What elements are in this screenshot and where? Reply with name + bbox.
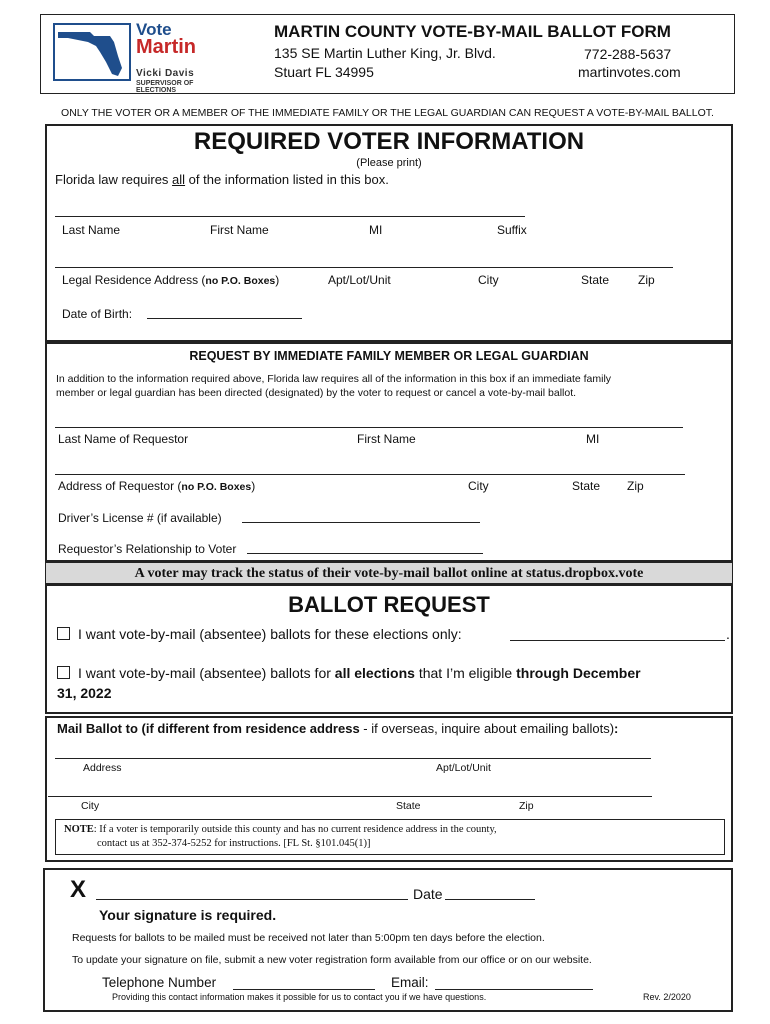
- requestor-city-label: City: [468, 479, 489, 493]
- mail-address-label: Address: [83, 762, 122, 774]
- residence-address-line[interactable]: [55, 267, 673, 268]
- last-name-label: Last Name: [62, 223, 121, 237]
- dob-label: Date of Birth:: [62, 307, 133, 321]
- requestor-state-label: State: [572, 479, 601, 493]
- state-label: State: [581, 273, 610, 287]
- dob-field[interactable]: [147, 318, 302, 319]
- overseas-note: NOTE: If a voter is temporarily outside this county and has no current residence address in the county, contact us at 352-374-5252 for instructions. [FL St. §101.045(1)]: [55, 819, 725, 855]
- suffix-label: Suffix: [497, 223, 527, 237]
- tracking-banner: A voter may track the status of their vote-by-mail ballot online at status.dropbox.vote: [45, 562, 733, 584]
- option-specific-elections[interactable]: I want vote-by-mail (absentee) ballots for these elections only:: [57, 626, 462, 642]
- mail-city-label: City: [81, 800, 100, 812]
- requestor-desc-line1: In addition to the information required above, Florida law requires all of the information in this box if an immediate family: [56, 373, 612, 385]
- residence-address-label: Legal Residence Address (no P.O. Boxes): [62, 273, 280, 287]
- voter-info-subtitle: (Please print): [356, 157, 422, 169]
- zip-label: Zip: [638, 273, 655, 287]
- mail-state-label: State: [396, 800, 421, 812]
- telephone-label: Telephone Number: [102, 975, 217, 990]
- voter-info-title: REQUIRED VOTER INFORMATION: [193, 128, 585, 155]
- mail-zip-label: Zip: [519, 800, 534, 812]
- apt-label: Apt/Lot/Unit: [328, 273, 391, 287]
- ballot-request-title: BALLOT REQUEST: [288, 592, 490, 617]
- signature-x-mark: X: [70, 876, 87, 903]
- mail-to-title: Mail Ballot to (if different from residence address - if overseas, inquire about emailing ballots):: [57, 721, 619, 736]
- supervisor-name: Vicki Davis: [136, 68, 195, 79]
- relationship-field[interactable]: [247, 553, 483, 554]
- requestor-desc-line2: member or legal guardian has been directed (designated) by the voter to request or cancel a vote-by-mail ballot.: [56, 387, 577, 399]
- all-elections-date: 31, 2022: [57, 685, 112, 701]
- requestor-mi-label: MI: [586, 432, 600, 446]
- requestor-title: REQUEST BY IMMEDIATE FAMILY MEMBER OR LEGAL GUARDIAN: [189, 349, 589, 363]
- voter-name-line[interactable]: [55, 216, 525, 217]
- logo-vote-text: Vote: [136, 20, 172, 39]
- requestor-last-name-label: Last Name of Requestor: [58, 432, 189, 446]
- date-field[interactable]: [445, 899, 535, 900]
- logo-martin-text: Martin: [136, 36, 196, 58]
- mail-address-line[interactable]: [55, 758, 651, 759]
- revision-date: Rev. 2/2020: [643, 992, 691, 1002]
- mail-city-line[interactable]: [48, 796, 652, 797]
- telephone-field[interactable]: [233, 989, 375, 990]
- requestor-first-name-label: First Name: [357, 432, 416, 446]
- option-all-elections[interactable]: I want vote-by-mail (absentee) ballots for all elections that I’m eligible through December: [57, 665, 641, 681]
- requestor-name-line[interactable]: [55, 427, 683, 428]
- mail-apt-label: Apt/Lot/Unit: [436, 762, 491, 774]
- email-field[interactable]: [435, 989, 593, 990]
- office-address-line2: Stuart FL 34995: [274, 64, 374, 80]
- requestor-zip-label: Zip: [627, 479, 644, 493]
- update-signature-text: To update your signature on file, submit a new voter registration form available from our office or on our website.: [72, 954, 592, 966]
- specific-elections-field[interactable]: [510, 640, 725, 641]
- voter-info-law-text: Florida law requires all of the information listed in this box.: [55, 172, 389, 187]
- deadline-text: Requests for ballots to be mailed must be received not later than 5:00pm ten days before the election.: [72, 932, 545, 944]
- office-website[interactable]: martinvotes.com: [578, 64, 681, 80]
- supervisor-title: SUPERVISOR OF ELECTIONS: [136, 80, 194, 94]
- signature-field[interactable]: [96, 899, 408, 900]
- office-phone: 772-288-5637: [584, 46, 672, 62]
- requestor-address-line[interactable]: [55, 474, 685, 475]
- eligibility-notice: ONLY THE VOTER OR A MEMBER OF THE IMMEDIATE FAMILY OR THE LEGAL GUARDIAN CAN REQUEST A VOTE-BY-MAIL BALLOT.: [61, 107, 714, 119]
- specific-elections-checkbox[interactable]: [57, 627, 70, 640]
- email-label: Email:: [391, 975, 429, 990]
- requestor-address-label: Address of Requestor (no P.O. Boxes): [58, 479, 256, 493]
- vote-martin-logo: [52, 20, 227, 94]
- office-address-line1: 135 SE Martin Luther King, Jr. Blvd.: [274, 45, 496, 61]
- signature-required: Your signature is required.: [99, 907, 277, 923]
- date-label: Date: [413, 886, 443, 902]
- drivers-license-label: Driver’s License # (if available): [58, 511, 222, 525]
- mi-label: MI: [369, 223, 383, 237]
- drivers-license-field[interactable]: [242, 522, 480, 523]
- florida-map-icon: [52, 22, 132, 82]
- city-label: City: [478, 273, 499, 287]
- form-title: MARTIN COUNTY VOTE-BY-MAIL BALLOT FORM: [274, 22, 671, 41]
- contact-note: Providing this contact information makes it possible for us to contact you if we have questions.: [112, 992, 487, 1002]
- specific-elections-period: .: [726, 626, 730, 642]
- relationship-label: Requestor’s Relationship to Voter: [58, 542, 237, 556]
- first-name-label: First Name: [210, 223, 269, 237]
- all-elections-checkbox[interactable]: [57, 666, 70, 679]
